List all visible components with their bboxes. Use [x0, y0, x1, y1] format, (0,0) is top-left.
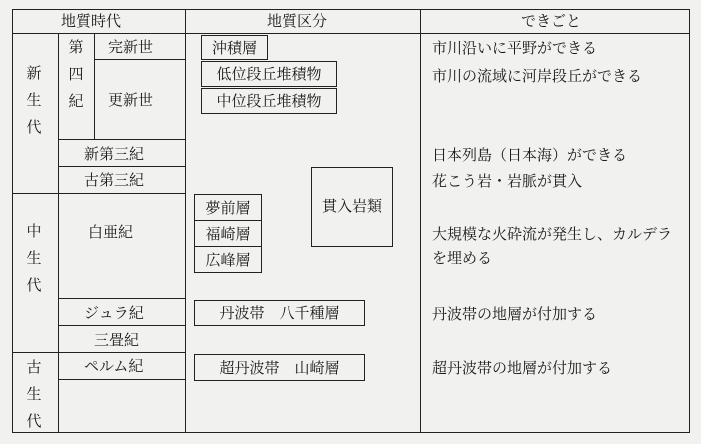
era-cenozoic-char-1: 新 [26, 64, 42, 82]
era-cenozoic-char-2: 生 [26, 91, 42, 109]
event-granite: 花こう岩・岩脈が貫入 [432, 172, 583, 190]
era-paleozoic-char-3: 代 [26, 412, 42, 430]
era-mesozoic [22, 218, 46, 299]
event-tamba: 丹波帯の地層が付加する [432, 305, 598, 323]
unit-intrusive-label: 貫入岩類 [321, 197, 382, 215]
triassic-top [58, 325, 185, 326]
unit-yumesaki-label: 夢前層 [205, 199, 251, 217]
unit-yumesaki [194, 194, 262, 221]
era-paleozoic [22, 354, 46, 435]
unit-hiromine-label: 広峰層 [205, 251, 251, 269]
era-divider-mesozoic-paleozoic [12, 352, 185, 353]
header-period: 地質時代 [61, 12, 122, 30]
unit-intrusive [311, 167, 393, 247]
quaternary-divider [94, 33, 95, 139]
quaternary-char-3: 紀 [68, 92, 84, 110]
era-mesozoic-char-2: 生 [26, 249, 42, 267]
unit-fukusaki-label: 福崎層 [205, 225, 251, 243]
unit-fukusaki [194, 220, 262, 247]
event-terrace: 市川の流域に河岸段丘ができる [432, 67, 643, 85]
unit-low-terrace-label: 低位段丘堆積物 [216, 65, 322, 83]
quaternary-bottom [58, 139, 185, 140]
period-paleogene: 古第三紀 [84, 171, 145, 189]
event-ultra-tamba: 超丹波帯の地層が付加する [432, 359, 613, 377]
unit-low-terrace [201, 61, 337, 87]
period-cretaceous: 白亜紀 [88, 223, 134, 241]
event-plain: 市川沿いに平野ができる [432, 39, 598, 57]
unit-alluvium [201, 35, 268, 60]
unit-hiromine [194, 246, 262, 273]
permian-bottom [58, 379, 185, 380]
era-cenozoic-char-3: 代 [26, 118, 42, 136]
period-inner-divider [58, 33, 59, 433]
period-holocene: 完新世 [108, 38, 154, 56]
col-divider-division [420, 9, 421, 433]
holocene-bottom [94, 59, 185, 60]
era-mesozoic-char-1: 中 [26, 222, 42, 240]
table-right-border [689, 9, 690, 433]
unit-mid-terrace-label: 中位段丘堆積物 [216, 92, 322, 110]
period-neogene: 新第三紀 [84, 145, 145, 163]
era-divider-cenozoic-mesozoic [12, 193, 185, 194]
jurassic-top [58, 298, 185, 299]
header-bottom-border [12, 33, 690, 34]
period-jurassic: ジュラ紀 [84, 304, 144, 322]
quaternary-char-2: 四 [68, 65, 84, 83]
header-events: できごと [521, 12, 582, 30]
period-triassic: 三畳紀 [94, 331, 140, 349]
neogene-bottom [58, 166, 185, 167]
era-paleozoic-char-2: 生 [26, 385, 42, 403]
era-cenozoic [22, 60, 46, 141]
period-pleistocene: 更新世 [108, 91, 154, 109]
table-left-border [12, 9, 13, 433]
event-islands: 日本列島（日本海）ができる [432, 146, 628, 164]
era-paleozoic-char-1: 古 [26, 358, 42, 376]
period-quaternary [64, 34, 88, 115]
unit-tamba-label: 丹波帯 八千種層 [219, 304, 340, 322]
header-division: 地質区分 [267, 12, 328, 30]
unit-ultra-tamba [194, 354, 365, 381]
col-divider-period [185, 9, 186, 433]
table-top-border [12, 9, 690, 10]
unit-ultra-tamba-label: 超丹波帯 山崎層 [219, 359, 340, 377]
era-mesozoic-char-3: 代 [26, 276, 42, 294]
period-permian: ペルム紀 [84, 357, 144, 375]
table-bottom-border [12, 432, 690, 433]
unit-tamba [194, 300, 365, 326]
quaternary-char-1: 第 [68, 38, 84, 56]
unit-mid-terrace [201, 88, 337, 114]
unit-alluvium-label: 沖積層 [211, 39, 257, 57]
event-caldera: 大規模な火砕流が発生し、カルデラを埋める [432, 225, 673, 267]
